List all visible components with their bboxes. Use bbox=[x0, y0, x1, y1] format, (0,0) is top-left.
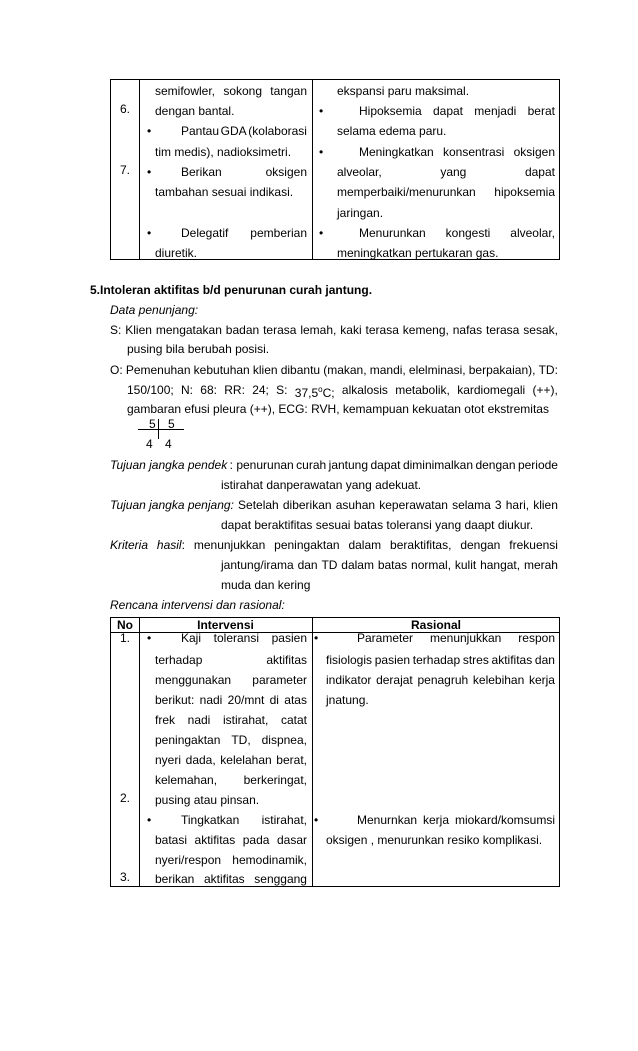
bullet: • bbox=[319, 145, 324, 159]
bullet: • bbox=[314, 813, 319, 827]
muscle-value: 5 bbox=[168, 417, 175, 431]
bullet: • bbox=[147, 165, 152, 179]
muscle-value: 4 bbox=[146, 437, 153, 451]
outcome-criteria-line: jantung/irama dan TD dalam batas normal, kulit hangat, merah bbox=[221, 558, 558, 572]
subjective-line: S: Klien mengatakan badan terasa lemah, kaki terasa kemeng, nafas terasa sesak, bbox=[110, 323, 558, 337]
muscle-value: 5 bbox=[149, 417, 156, 431]
plan-label: Rencana intervensi dan rasional: bbox=[110, 598, 285, 612]
intervensi-line: berikut: nadi 20/mnt di atas bbox=[155, 693, 307, 707]
rasional-line: oksigen , menurunkan resiko komplikasi. bbox=[326, 833, 543, 847]
intervensi-line: dengan bantal. bbox=[155, 104, 235, 118]
rasional-line: Meningkatkan konsentrasi oksigen bbox=[359, 145, 555, 159]
criteria-label: Kriteria bbox=[110, 538, 149, 552]
intervensi-line: Tingkatkan istirahat, bbox=[181, 813, 307, 827]
rasional-line: indikator derajat penagruh kelebihan kerja bbox=[326, 673, 555, 687]
intervensi-line: pusing atau pinsan. bbox=[155, 793, 260, 807]
intervensi-line: diuretik. bbox=[155, 246, 198, 260]
objective-line: O: Pemenuhan kebutuhan klien dibantu (makan, mandi, elelminasi, berpakaian), TD: bbox=[110, 363, 558, 377]
muscle-diagram-hline bbox=[138, 429, 184, 430]
intervensi-line: tambahan sesuai indikasi. bbox=[155, 185, 294, 199]
goal-label: Tujuan jangka penjang: bbox=[110, 498, 234, 512]
objective-line: gambaran efusi pleura (++), ECG: RVH, kemampuan kekuatan otot ekstremitas bbox=[127, 402, 549, 416]
intervensi-line: Delegatif pemberian bbox=[181, 226, 307, 240]
rasional-line: Menurnkan kerja miokard/komsumsi bbox=[357, 813, 555, 827]
intervensi-line: Kaji toleransi pasien bbox=[181, 631, 307, 645]
rasional-line: selama edema paru. bbox=[337, 124, 447, 138]
bullet: • bbox=[319, 226, 324, 240]
criteria-label: hasil bbox=[156, 538, 182, 552]
continuation-table bbox=[110, 79, 560, 260]
header-intervensi: Intervensi bbox=[197, 618, 254, 632]
table-divider bbox=[312, 618, 313, 886]
intervensi-line: terhadap aktifitas bbox=[155, 653, 307, 667]
subjective-line: pusing bila berubah posisi. bbox=[127, 342, 270, 356]
row-number: 6. bbox=[119, 102, 130, 116]
table-divider bbox=[139, 618, 140, 886]
rasional-line: jaringan. bbox=[337, 206, 384, 220]
rasional-line: Parameter menunjukkan respon bbox=[357, 631, 555, 645]
rasional-line: alveolar, yang dapat bbox=[337, 165, 555, 179]
outcome-criteria-line: Kriteria hasil: menunjukkan peningaktan dalam beraktifitas, dengan frekuensi bbox=[110, 538, 558, 552]
long-term-goal-line: Tujuan jangka penjang: Setelah diberikan asuhan keperawatan selama 3 hari, klien bbox=[110, 498, 558, 512]
data-penunjang-label: Data penunjang: bbox=[110, 303, 199, 317]
rasional-line: Menurunkan kongesti alveolar, bbox=[359, 226, 555, 240]
row-number: 2. bbox=[119, 791, 130, 805]
intervensi-line: kelemahan, berkeringat, bbox=[155, 773, 307, 787]
bullet: • bbox=[147, 124, 152, 138]
short-term-goal-line: istirahat danperawatan yang adekuat. bbox=[221, 478, 422, 492]
intervensi-line: nyeri dada, kelelahan berat, bbox=[155, 753, 307, 767]
rasional-line: ekspansi paru maksimal. bbox=[337, 84, 470, 98]
row-number: 3. bbox=[119, 870, 130, 884]
goal-label: Tujuan jangka pendek bbox=[110, 458, 228, 472]
bullet: • bbox=[147, 226, 152, 240]
section-heading: 5.Intoleran aktifitas b/d penurunan curah jantung. bbox=[90, 283, 373, 297]
rasional-line: memperbaiki/menurunkan hipoksemia bbox=[337, 185, 555, 199]
table-divider bbox=[139, 80, 140, 259]
intervensi-line: Pantau GDA (kolaborasi bbox=[181, 124, 307, 138]
muscle-value: 4 bbox=[165, 437, 172, 451]
bullet: • bbox=[319, 104, 324, 118]
rasional-line: fisiologis pasien terhadap stres aktifitas dan bbox=[326, 653, 555, 667]
row-number: 1. bbox=[119, 631, 130, 645]
outcome-criteria-line: muda dan kering bbox=[221, 578, 311, 592]
short-term-goal-line: Tujuan jangka pendek : penurunan curah jantung dapat diminimalkan dengan periode bbox=[110, 458, 558, 472]
long-term-goal-line: dapat beraktifitas sesuai batas toleransi yang daapt diukur. bbox=[221, 518, 534, 532]
bullet: • bbox=[314, 631, 319, 645]
intervensi-line: semifowler, sokong tangan bbox=[155, 84, 307, 98]
table-divider bbox=[312, 80, 313, 259]
objective-line: 150/100; N: 68: RR: 24; S: 37,5$^o$C; alkalosis metabolik, kardiomegali (++), bbox=[127, 383, 558, 400]
bullet: • bbox=[147, 813, 152, 827]
intervention-table bbox=[110, 617, 560, 887]
row-number: 7. bbox=[119, 163, 130, 177]
rasional-line: jnatung. bbox=[326, 693, 369, 707]
header-no: No bbox=[117, 618, 133, 632]
intervensi-line: menggunakan parameter bbox=[155, 673, 307, 687]
rasional-line: meningkatkan pertukaran gas. bbox=[337, 246, 499, 260]
intervensi-line: peningaktan TD, dispnea, bbox=[155, 733, 307, 747]
intervensi-line: tim medis), nadioksimetri. bbox=[155, 145, 292, 159]
intervensi-line: frek nadi istirahat, catat bbox=[155, 713, 307, 727]
intervensi-line: berikan aktifitas senggang bbox=[155, 872, 307, 886]
header-rasional: Rasional bbox=[410, 618, 461, 632]
bullet: • bbox=[147, 631, 152, 645]
intervensi-line: nyeri/respon hemodinamik, bbox=[155, 853, 307, 867]
intervensi-line: Berikan oksigen bbox=[181, 165, 307, 179]
intervensi-line: batasi aktifitas pada dasar bbox=[155, 833, 307, 847]
rasional-line: Hipoksemia dapat menjadi berat bbox=[359, 104, 555, 118]
muscle-diagram-vline bbox=[158, 419, 159, 439]
